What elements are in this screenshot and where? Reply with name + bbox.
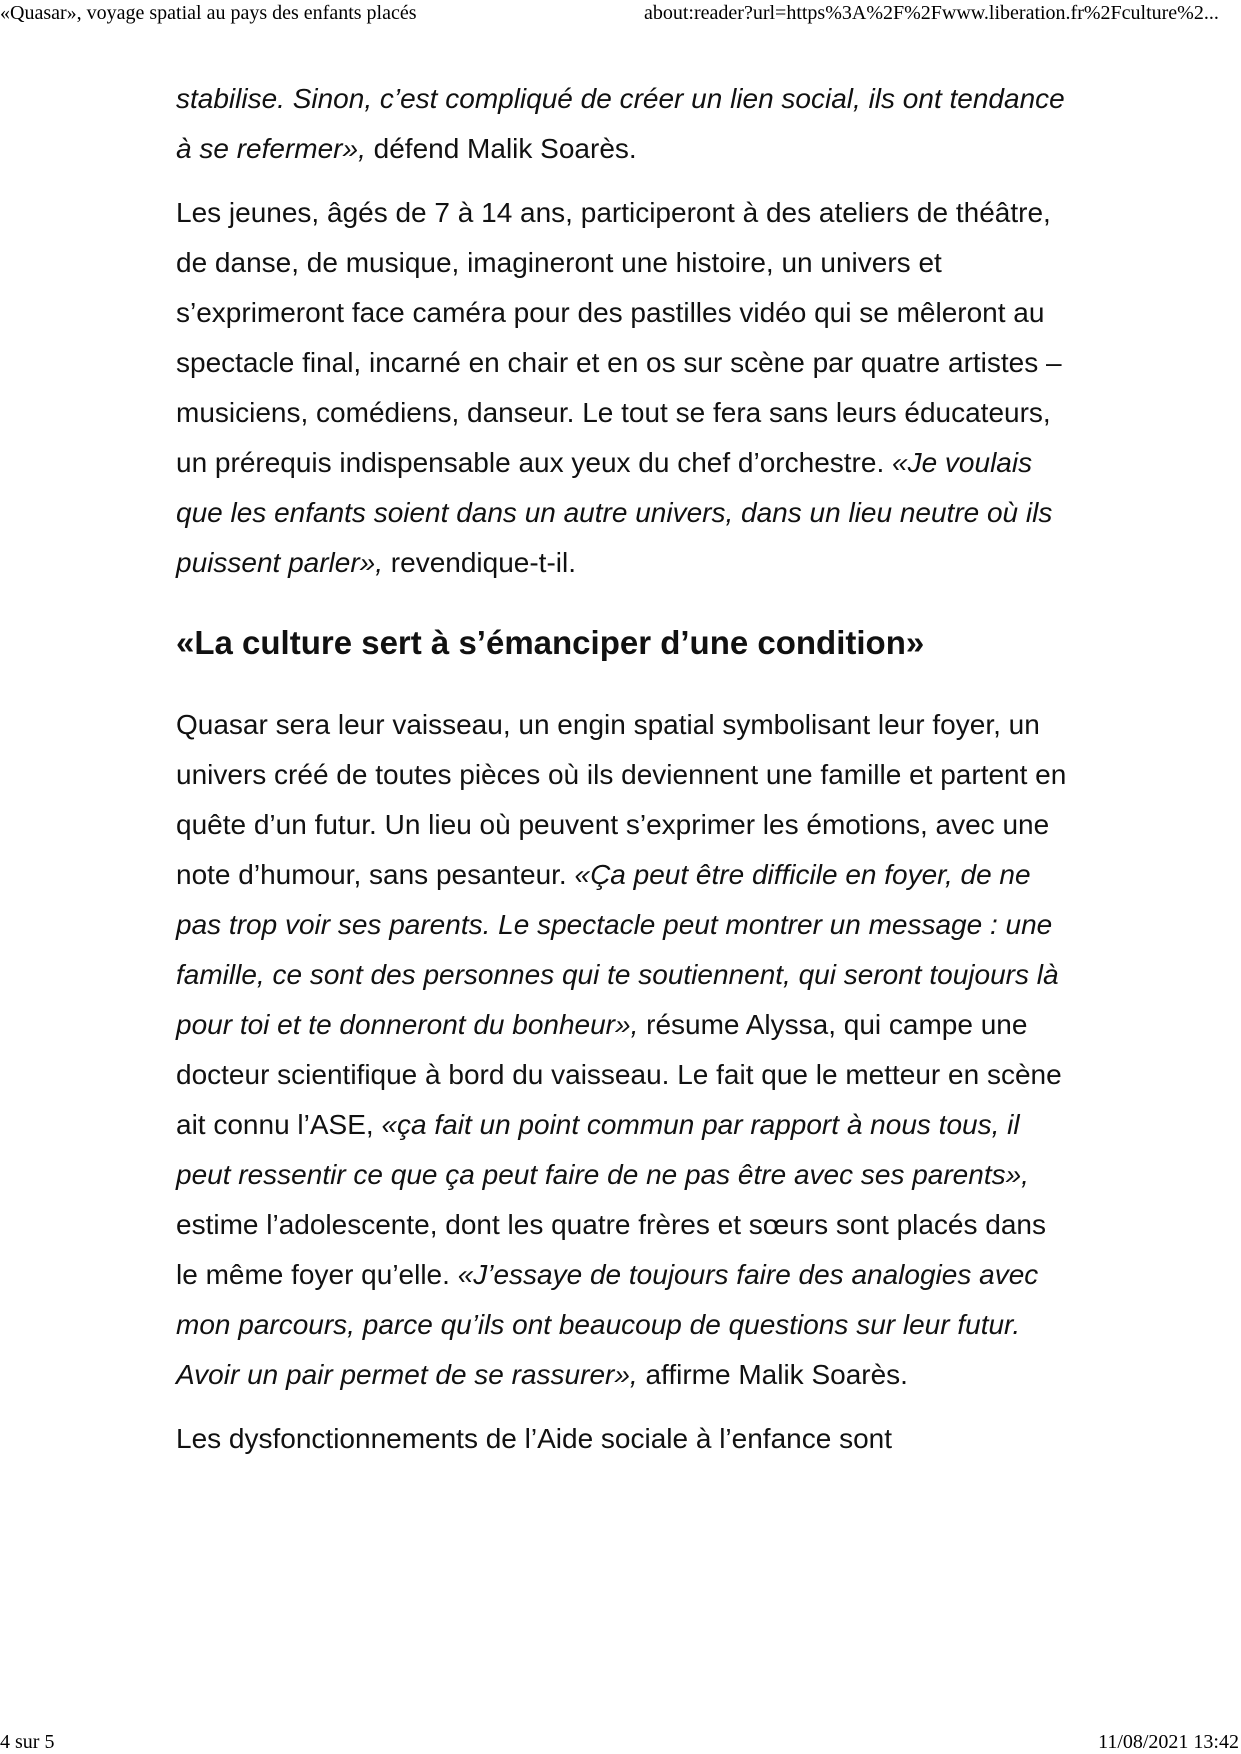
print-datetime: 11/08/2021 13:42 xyxy=(1098,1731,1239,1753)
text-run: résume Alyssa, qui campe une docteur scientifique à bord du vaisseau. Le fait que le metteur en scène ait connu l’ASE, xyxy=(176,1009,1062,1140)
quote-run: «ça fait un point commun par rapport à nous tous, il peut ressentir ce que ça peut faire de ne pas être avec ses parents», xyxy=(176,1109,1029,1190)
text-run: Quasar sera leur vaisseau, un engin spatial symbolisant leur foyer, un univers créé de toutes pièces où ils deviennent une famille et partent en quête d’un futur. Un lieu où peuvent s’exprimer les émotions, avec une note d’humour, sans pesanteur. xyxy=(176,709,1067,890)
text-run: Les jeunes, âgés de 7 à 14 ans, participeront à des ateliers de théâtre, de danse, de musique, imagineront une histoire, un univers et s’exprimeront face caméra pour des pastilles vidéo qui se mêleront au spectacle final, incarné en chair et en os sur scène par quatre artistes – musiciens, comédiens, danseur. Le tout se fera sans leurs éducateurs, un prérequis indispensable aux yeux du chef d’orchestre. xyxy=(176,197,1062,478)
article-body xyxy=(176,74,1072,1478)
print-header xyxy=(0,1,1241,25)
text-run: affirme Malik Soarès. xyxy=(637,1359,908,1390)
quote-run: «Je voulais que les enfants soient dans un autre univers, dans un lieu neutre où ils puissent parler», xyxy=(176,447,1053,578)
paragraph-dysfunctions xyxy=(176,1414,1072,1464)
quote-run: «J’essaye de toujours faire des analogies avec mon parcours, parce qu’ils ont beaucoup de questions sur leur futur. Avoir un pair permet de se rassurer», xyxy=(176,1259,1039,1390)
text-run: revendique-t-il. xyxy=(383,547,576,578)
quote-run: stabilise. Sinon, c’est compliqué de créer un lien social, ils ont tendance à se refermer», xyxy=(176,83,1065,164)
section-heading: «La culture sert à s’émanciper d’une condition» xyxy=(176,624,925,661)
text-run: défend Malik Soarès. xyxy=(365,133,637,164)
paragraph-quasar xyxy=(176,700,1072,1400)
quote-run: «Ça peut être difficile en foyer, de ne pas trop voir ses parents. Le spectacle peut montrer un message : une famille, ce sont des personnes qui te soutiennent, qui seront toujours là pour toi et te donneront du bonheur», xyxy=(176,859,1059,1040)
text-run: estime l’adolescente, dont les quatre frères et sœurs sont placés dans le même foyer qu’elle. xyxy=(176,1209,1046,1290)
print-footer xyxy=(0,1730,1241,1754)
paragraph-workshops xyxy=(176,188,1072,588)
page-number: 4 sur 5 xyxy=(0,1731,55,1753)
page-url: about:reader?url=https%3A%2F%2Fwww.liberation.fr%2Fculture%2... xyxy=(644,2,1219,24)
paragraph-quote-end xyxy=(176,74,1072,174)
text-run: Les dysfonctionnements de l’Aide sociale à l’enfance sont xyxy=(176,1423,892,1454)
page-title: «Quasar», voyage spatial au pays des enfants placés xyxy=(0,2,417,24)
